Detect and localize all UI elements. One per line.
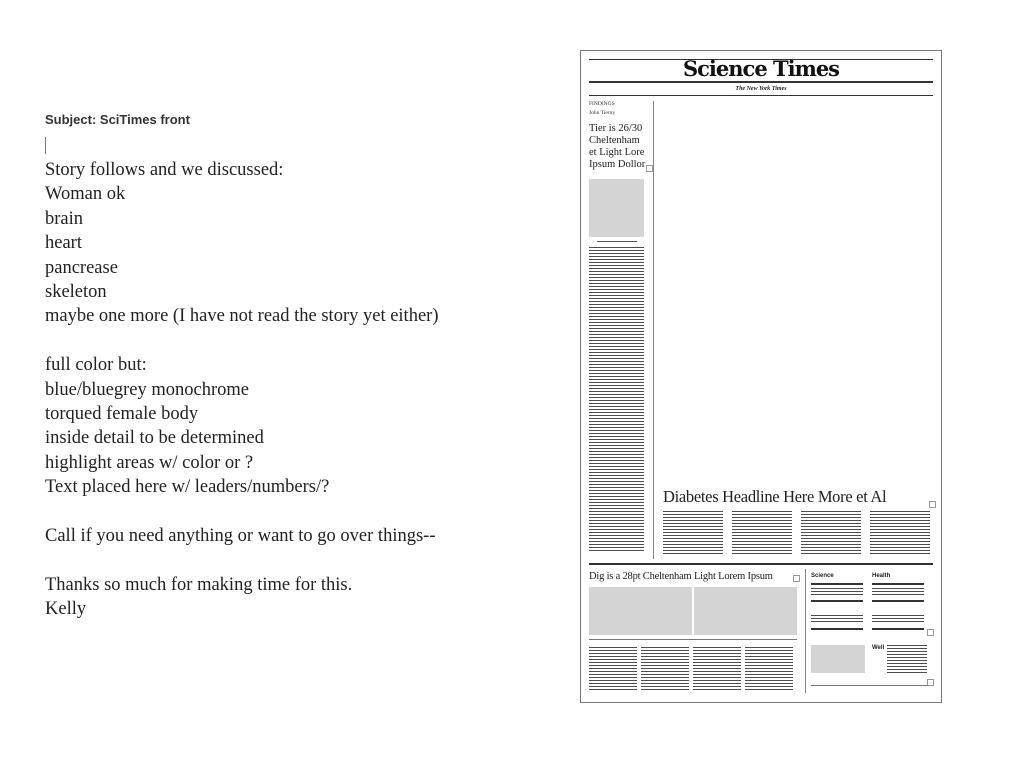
email-line: maybe one more (I have not read the story yet either) [45, 306, 439, 327]
health-label: Health [872, 573, 891, 579]
dig-headline: Dig is a 28pt Cheltenham Light Lorem Ipsum [589, 571, 773, 582]
science-teaser-bar [811, 600, 863, 602]
placeholder-marker [793, 575, 800, 582]
email-line: torqued female body [45, 404, 199, 425]
column-divider [653, 101, 654, 559]
byline: John Tierny [589, 110, 616, 116]
masthead-bottom-rule [589, 95, 933, 96]
dig-text-column-4 [745, 647, 793, 691]
sidebar-text-column [589, 247, 644, 552]
main-text-column-1 [663, 511, 723, 555]
dig-text-column-1 [589, 647, 637, 691]
section-divider [589, 563, 933, 565]
main-text-column-2 [732, 511, 792, 555]
email-note [45, 112, 545, 622]
science-teaser-bar [811, 583, 863, 585]
health-teaser-bar [872, 628, 924, 630]
email-line: Text placed here w/ leaders/numbers/? [45, 477, 330, 498]
email-line: heart [45, 233, 82, 254]
dig-photo-placeholder-1 [589, 587, 692, 635]
email-line: pancrease [45, 257, 118, 278]
email-line: Kelly [45, 599, 87, 620]
blank-line [45, 548, 545, 572]
well-teaser [887, 645, 927, 673]
masthead-rule [589, 81, 933, 83]
email-line: inside detail to be determined [45, 428, 264, 449]
science-teaser-2 [811, 615, 863, 623]
placeholder-marker [646, 165, 653, 172]
footer-rule [811, 685, 929, 686]
health-teaser-bar [872, 600, 924, 602]
email-line: skeleton [45, 282, 107, 303]
main-text-column-3 [801, 511, 861, 555]
email-line: brain [45, 208, 84, 229]
health-teaser-1 [872, 588, 924, 596]
kicker: FINDINGS [589, 101, 615, 107]
main-text-column-4 [870, 511, 930, 555]
well-label: Well [872, 645, 885, 651]
blank-line [45, 500, 545, 524]
email-line: blue/bluegrey monochrome [45, 379, 249, 400]
email-line: Call if you need anything or want to go over things-- [45, 526, 436, 547]
email-line: highlight areas w/ color or ? [45, 452, 254, 473]
dig-text-column-2 [641, 647, 689, 691]
newspaper-layout [580, 50, 942, 703]
caption-rule [597, 241, 637, 242]
email-line: Thanks so much for making time for this. [45, 574, 353, 595]
email-line: Woman ok [45, 184, 126, 205]
email-subject: Subject: SciTimes front [45, 112, 190, 127]
dig-text-column-3 [693, 647, 741, 691]
email-line: Story follows and we discussed: [45, 160, 284, 180]
dig-photo-placeholder-2 [694, 587, 797, 635]
column-divider-2 [805, 569, 806, 693]
science-label: Science [811, 573, 834, 579]
main-headline: Diabetes Headline Here More et Al [663, 487, 887, 506]
science-teaser-1 [811, 588, 863, 596]
nyt-nameplate: The New York Times [735, 86, 787, 92]
masthead: Science Times [682, 56, 840, 81]
email-body [45, 158, 545, 622]
health-teaser-2 [872, 615, 924, 623]
health-teaser-bar [872, 583, 924, 585]
email-line: full color but: [45, 355, 147, 376]
dig-caption-rule [589, 639, 797, 640]
sidebar-headline: Tier is 26/30 Cheltenham et Light Lore Ipsum Dollor [589, 123, 646, 170]
text-cursor [45, 137, 46, 154]
well-photo-placeholder [811, 645, 865, 673]
science-teaser-bar [811, 628, 863, 630]
blank-line [45, 329, 545, 353]
placeholder-marker [929, 501, 936, 508]
sidebar-photo-placeholder [589, 179, 644, 237]
placeholder-marker [927, 629, 934, 636]
